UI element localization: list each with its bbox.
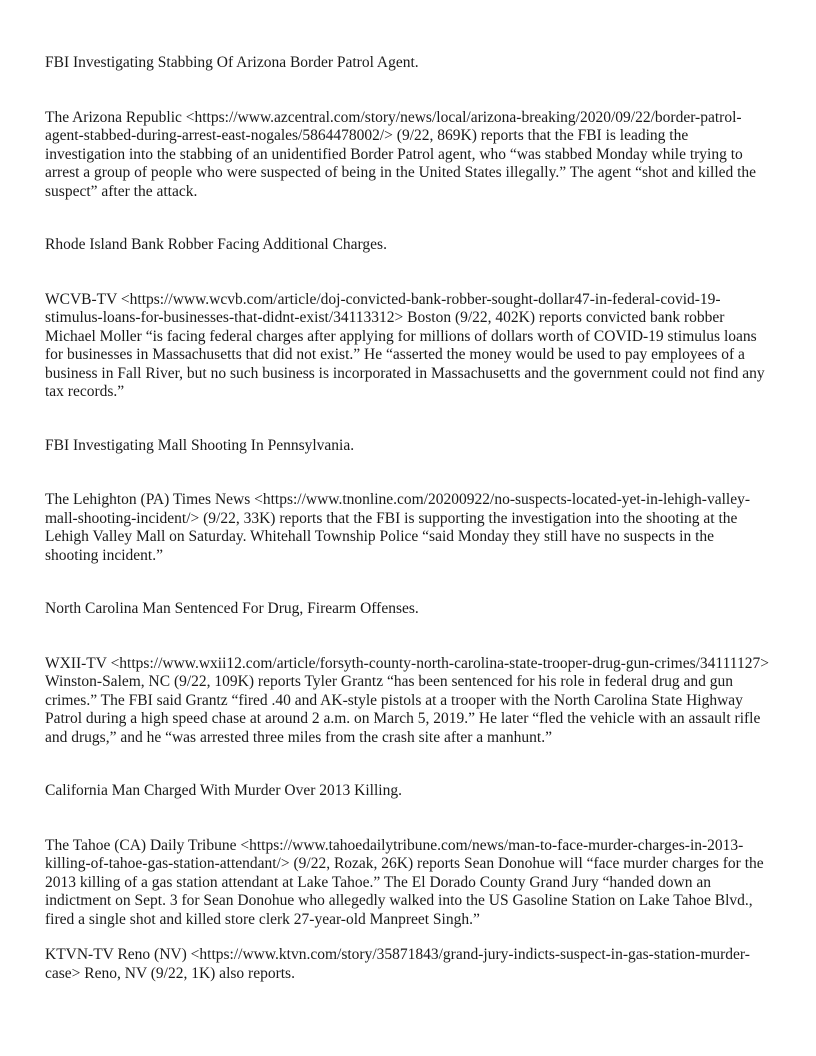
article-bank-robber: [45, 236, 771, 402]
article-headline: California Man Charged With Murder Over 2013 Killing.: [45, 782, 402, 799]
article-nc-sentencing: [45, 600, 771, 747]
article-headline: North Carolina Man Sentenced For Drug, Firearm Offenses.: [45, 600, 419, 617]
article-paragraph: KTVN-TV Reno (NV) <https://www.ktvn.com/story/35871843/grand-jury-indicts-suspect-in-gas-station-murder-case> Reno, NV (9/22, 1K) also reports.: [45, 946, 750, 982]
document-page: [45, 54, 771, 983]
article-paragraph: The Lehighton (PA) Times News <https://www.tnonline.com/20200922/no-suspects-located-yet-in-lehigh-valley-mall-shooting-incident/> (9/22, 33K) reports that the FBI is supporting the investigation into the shooting at the Lehigh Valley Mall on Saturday. Whitehall Township Police “said Monday they still have no suspects in the shooting incident.”: [45, 491, 750, 564]
article-headline: FBI Investigating Stabbing Of Arizona Border Patrol Agent.: [45, 54, 419, 71]
article-border-patrol-stabbing: [45, 54, 771, 201]
article-mall-shooting: [45, 437, 771, 566]
article-california-murder: [45, 782, 771, 983]
article-paragraph: WCVB-TV <https://www.wcvb.com/article/doj-convicted-bank-robber-sought-dollar47-in-federal-covid-19-stimulus-loans-for-businesses-that-didnt-exist/34113312> Boston (9/22, 402K) reports convicted bank robber Michael Moller “is facing federal charges after applying for millions of dollars worth of COVID-19 stimulus loans for businesses in Massachusetts that did not exist.” He “asserted the money would be used to pay employees of a business in Fall River, but no such business is incorporated in Massachusetts and the government could not find any tax records.”: [45, 290, 765, 400]
article-paragraph: The Arizona Republic <https://www.azcentral.com/story/news/local/arizona-breaking/2020/09/22/border-patrol-agent-stabbed-during-arrest-east-nogales/5864478002/> (9/22, 869K) reports that the FBI is leading the investigation into the stabbing of an unidentified Border Patrol agent, who “was stabbed Monday while trying to arrest a group of people who were suspected of being in the United States illegally.” The agent “shot and killed the suspect” after the attack.: [45, 108, 757, 200]
article-paragraph: WXII-TV <https://www.wxii12.com/article/forsyth-county-north-carolina-state-trooper-drug-gun-crimes/34111127> Winston-Salem, NC (9/22, 109K) reports Tyler Grantz “has been sentenced for his role in federal drug and gun crimes.” The FBI said Grantz “fired .40 and AK-style pistols at a trooper with the North Carolina State Highway Patrol during a high speed chase at around 2 a.m. on March 5, 2019.” He later “fled the vehicle with an assault rifle and drugs,” and he “was arrested three miles from the crash site after a manhunt.”: [45, 654, 769, 746]
article-headline: FBI Investigating Mall Shooting In Pennsylvania.: [45, 436, 355, 454]
article-paragraph: The Tahoe (CA) Daily Tribune <https://www.tahoedailytribune.com/news/man-to-face-murder-charges-in-2013-killing-of-tahoe-gas-station-attendant/> (9/22, Rozak, 26K) reports Sean Donohue will “face murder charges for the 2013 killing of a gas station attendant at Lake Tahoe.” The El Dorado County Grand Jury “handed down an indictment on Sept. 3 for Sean Donohue who allegedly walked into the US Gasoline Station on Lake Tahoe Blvd., fired a single shot and killed store clerk 27-year-old Manpreet Singh.”: [45, 836, 764, 928]
article-headline: Rhode Island Bank Robber Facing Additional Charges.: [45, 236, 387, 253]
